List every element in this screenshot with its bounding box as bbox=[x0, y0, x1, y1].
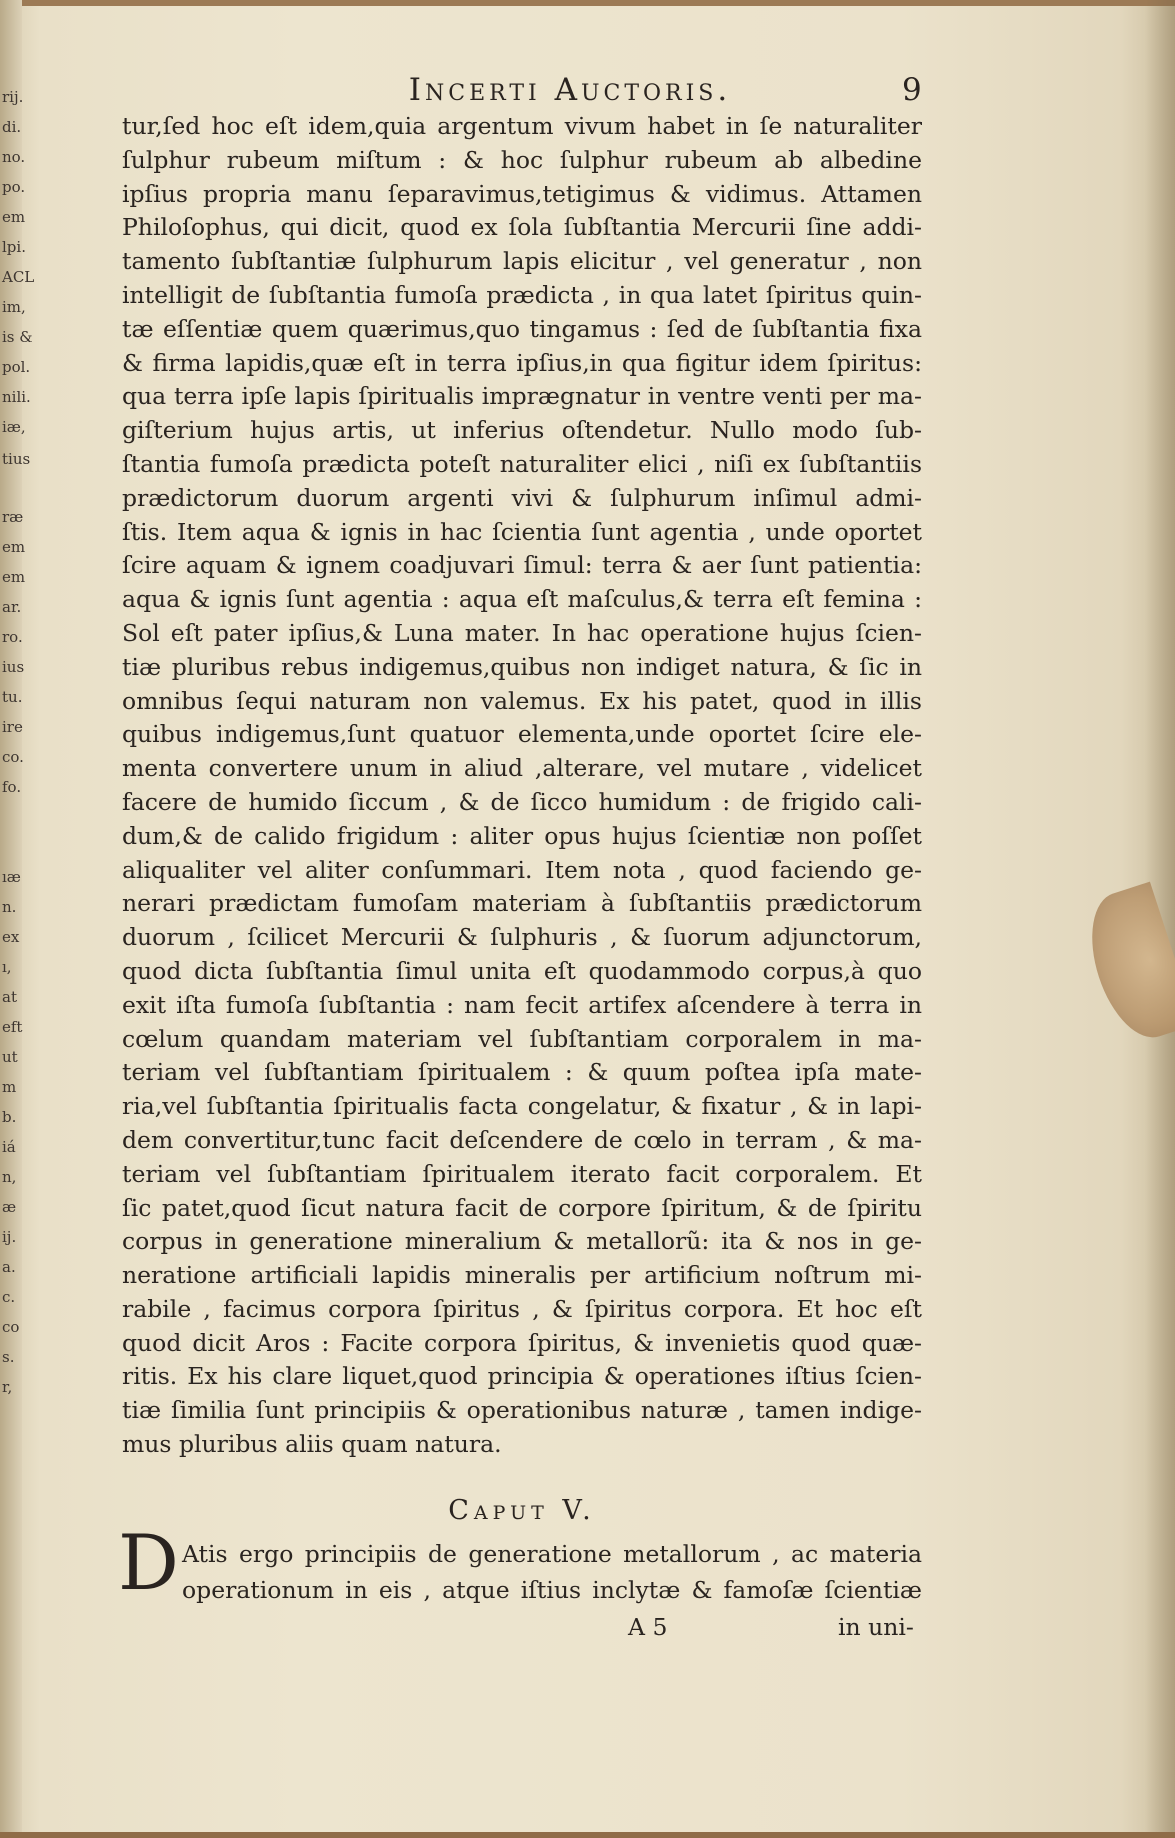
margin-fragment: s. bbox=[2, 1348, 15, 1366]
text-line: ſtis. Item aqua & ignis in hac ſcientia ſunt agentia , unde oportet bbox=[122, 517, 922, 546]
signature-mark: A 5 bbox=[628, 1613, 668, 1641]
text-line: tæ eſſentiæ quem quærimus,quo tingamus : ſed de ſubſtantia fixa bbox=[122, 314, 922, 343]
text-line: dum,& de calido frigidum : aliter opus hujus ſcientiæ non poſſet bbox=[122, 821, 922, 850]
text-line: qua terra ipſe lapis ſpiritualis imprægnatur in ventre venti per ma- bbox=[122, 382, 922, 411]
margin-fragment: a. bbox=[2, 1258, 16, 1276]
margin-fragment: po. bbox=[2, 178, 26, 196]
margin-fragment: ire bbox=[2, 718, 23, 736]
margin-fragment: nili. bbox=[2, 388, 31, 406]
margin-fragment: ACL bbox=[2, 268, 35, 286]
text-line: Philoſophus, qui dicit, quod ex ſola ſubſtantia Mercurii ſine addi- bbox=[122, 213, 922, 242]
margin-fragment: n, bbox=[2, 1168, 17, 1186]
margin-fragment: c. bbox=[2, 1288, 16, 1306]
text-line: teriam vel ſubſtantiam ſpiritualem iterato facit corporalem. Et bbox=[122, 1159, 922, 1188]
chapter-line-1: Atis ergo principiis de generatione metallorum , ac materia bbox=[182, 1540, 922, 1568]
margin-fragment: n. bbox=[2, 898, 17, 916]
text-line: corpus in generatione mineralium & metallorũ: ita & nos in ge- bbox=[122, 1227, 922, 1256]
margin-fragment: em bbox=[2, 568, 26, 586]
text-line: quod dicit Aros : Facite corpora ſpiritus, & invenietis quod quæ- bbox=[122, 1328, 922, 1357]
margin-fragment: fo. bbox=[2, 778, 22, 796]
margin-fragment: b. bbox=[2, 1108, 17, 1126]
text-line: ſtantia fumoſa prædicta poteſt naturaliter elici , niſi ex ſubſtantiis bbox=[122, 449, 922, 478]
margin-fragment: ut bbox=[2, 1048, 18, 1066]
margin-fragment: ıæ bbox=[2, 868, 21, 886]
text-line: ipſius propria manu ſeparavimus,tetigimus & vidimus. Attamen bbox=[122, 179, 922, 208]
chapter-line-2: operationum in eis , atque iſtius inclytæ & famoſæ ſcientiæ bbox=[182, 1576, 922, 1604]
margin-fragment: lpi. bbox=[2, 238, 26, 256]
text-line: rabile , facimus corpora ſpiritus , & ſpiritus corpora. Et hoc eſt bbox=[122, 1294, 922, 1323]
text-line: tamento ſubſtantiæ ſulphurum lapis elicitur , vel generatur , non bbox=[122, 247, 922, 276]
text-line: menta convertere unum in aliud ,alterare, vel mutare , videlicet bbox=[122, 754, 922, 783]
margin-fragment: is & bbox=[2, 328, 33, 346]
text-line: ſcire aquam & ignem coadjuvari ſimul: terra & aer ſunt patientia: bbox=[122, 551, 922, 580]
text-line: prædictorum duorum argenti vivi & ſulphurum inſimul admi- bbox=[122, 483, 922, 512]
text-line: intelligit de ſubſtantia fumoſa prædicta , in qua latet ſpiritus quin- bbox=[122, 280, 922, 309]
text-line: giſterium hujus artis, ut inferius oſtendetur. Nullo modo ſub- bbox=[122, 416, 922, 445]
text-line: neratione artificiali lapidis mineralis per artificium noſtrum mi- bbox=[122, 1261, 922, 1290]
page-top-edge bbox=[0, 0, 1175, 6]
text-line: exit iſta fumoſa ſubſtantia : nam fecit artifex aſcendere à terra in bbox=[122, 990, 922, 1019]
margin-fragment: co. bbox=[2, 748, 24, 766]
margin-fragment: æ bbox=[2, 1198, 17, 1216]
margin-fragment: iæ, bbox=[2, 418, 26, 436]
text-line: Sol eſt pater ipſius,& Luna mater. In hac operatione hujus ſcien- bbox=[122, 618, 922, 647]
margin-fragment: ı, bbox=[2, 958, 12, 976]
margin-fragment: m bbox=[2, 1078, 17, 1096]
text-line: mus pluribus aliis quam natura. bbox=[122, 1430, 502, 1459]
text-line: aqua & ignis ſunt agentia : aqua eſt maſculus,& terra eſt femina : bbox=[122, 585, 922, 614]
margin-fragment: em bbox=[2, 538, 26, 556]
margin-fragment: tu. bbox=[2, 688, 23, 706]
text-line: omnibus ſequi naturam non valemus. Ex his patet, quod in illis bbox=[122, 686, 922, 715]
margin-fragment: ius bbox=[2, 658, 25, 676]
margin-fragment: di. bbox=[2, 118, 22, 136]
drop-cap: D bbox=[118, 1518, 179, 1607]
margin-fragment: ar. bbox=[2, 598, 22, 616]
margin-fragment: im, bbox=[2, 298, 26, 316]
text-line: tur,ſed hoc eſt idem,quia argentum vivum habet in ſe naturaliter bbox=[122, 112, 922, 140]
margin-fragment: ræ bbox=[2, 508, 24, 526]
margin-fragment: rij. bbox=[2, 88, 24, 106]
chapter-heading: Caput V. bbox=[448, 1495, 596, 1526]
margin-fragment: ro. bbox=[2, 628, 23, 646]
text-line: teriam vel ſubſtantiam ſpiritualem : & quum poſtea ipſa mate- bbox=[122, 1058, 922, 1087]
text-line: facere de humido ſiccum , & de ſicco humidum : de frigido cali- bbox=[122, 787, 922, 816]
margin-fragment: em bbox=[2, 208, 26, 226]
body-text bbox=[122, 110, 922, 1462]
text-line: quibus indigemus,ſunt quatuor elementa,unde oportet ſcire ele- bbox=[122, 720, 922, 749]
text-line: ſulphur rubeum miſtum : & hoc ſulphur rubeum ab albedine bbox=[122, 145, 922, 174]
page-number: 9 bbox=[902, 72, 922, 108]
text-line: ritis. Ex his clare liquet,quod principia & operationes iſtius ſcien- bbox=[122, 1362, 922, 1391]
margin-fragment: r, bbox=[2, 1378, 13, 1396]
margin-fragment: co bbox=[2, 1318, 20, 1336]
margin-fragment: eft bbox=[2, 1018, 23, 1036]
margin-fragment: ij. bbox=[2, 1228, 17, 1246]
text-line: duorum , ſcilicet Mercurii & ſulphuris , & ſuorum adjunctorum, bbox=[122, 923, 922, 952]
text-line: cœlum quandam materiam vel ſubſtantiam corporalem in ma- bbox=[122, 1024, 922, 1053]
text-line: tiæ pluribus rebus indigemus,quibus non indiget natura, & ſic in bbox=[122, 652, 922, 681]
margin-fragment: tius bbox=[2, 450, 31, 468]
margin-fragment: at bbox=[2, 988, 17, 1006]
running-head: Incerti Auctoris. bbox=[408, 72, 732, 108]
margin-fragment: pol. bbox=[2, 358, 31, 376]
text-line: aliqualiter vel aliter conſummari. Item nota , quod faciendo ge- bbox=[122, 855, 922, 884]
text-line: tiæ ſimilia ſunt principiis & operationibus naturæ , tamen indige- bbox=[122, 1396, 922, 1425]
margin-fragment: no. bbox=[2, 148, 26, 166]
catchword: in uni- bbox=[838, 1613, 914, 1641]
text-line: dem convertitur,tunc facit deſcendere de cœlo in terram , & ma- bbox=[122, 1125, 922, 1154]
text-line: & firma lapidis,quæ eſt in terra ipſius,in qua figitur idem ſpiritus: bbox=[122, 348, 922, 377]
text-line: ria,vel ſubſtantia ſpiritualis facta congelatur, & fixatur , & in lapi- bbox=[122, 1092, 922, 1121]
text-line: quod dicta ſubſtantia ſimul unita eſt quodammodo corpus,à quo bbox=[122, 956, 922, 985]
text-line: nerari prædictam fumoſam materiam à ſubſtantiis prædictorum bbox=[122, 889, 922, 918]
page-bottom-edge bbox=[0, 1832, 1175, 1838]
text-line: ſic patet,quod ſicut natura facit de corpore ſpiritum, & de ſpiritu bbox=[122, 1193, 922, 1222]
margin-fragment: ex bbox=[2, 928, 20, 946]
margin-fragment: iá bbox=[2, 1138, 16, 1156]
